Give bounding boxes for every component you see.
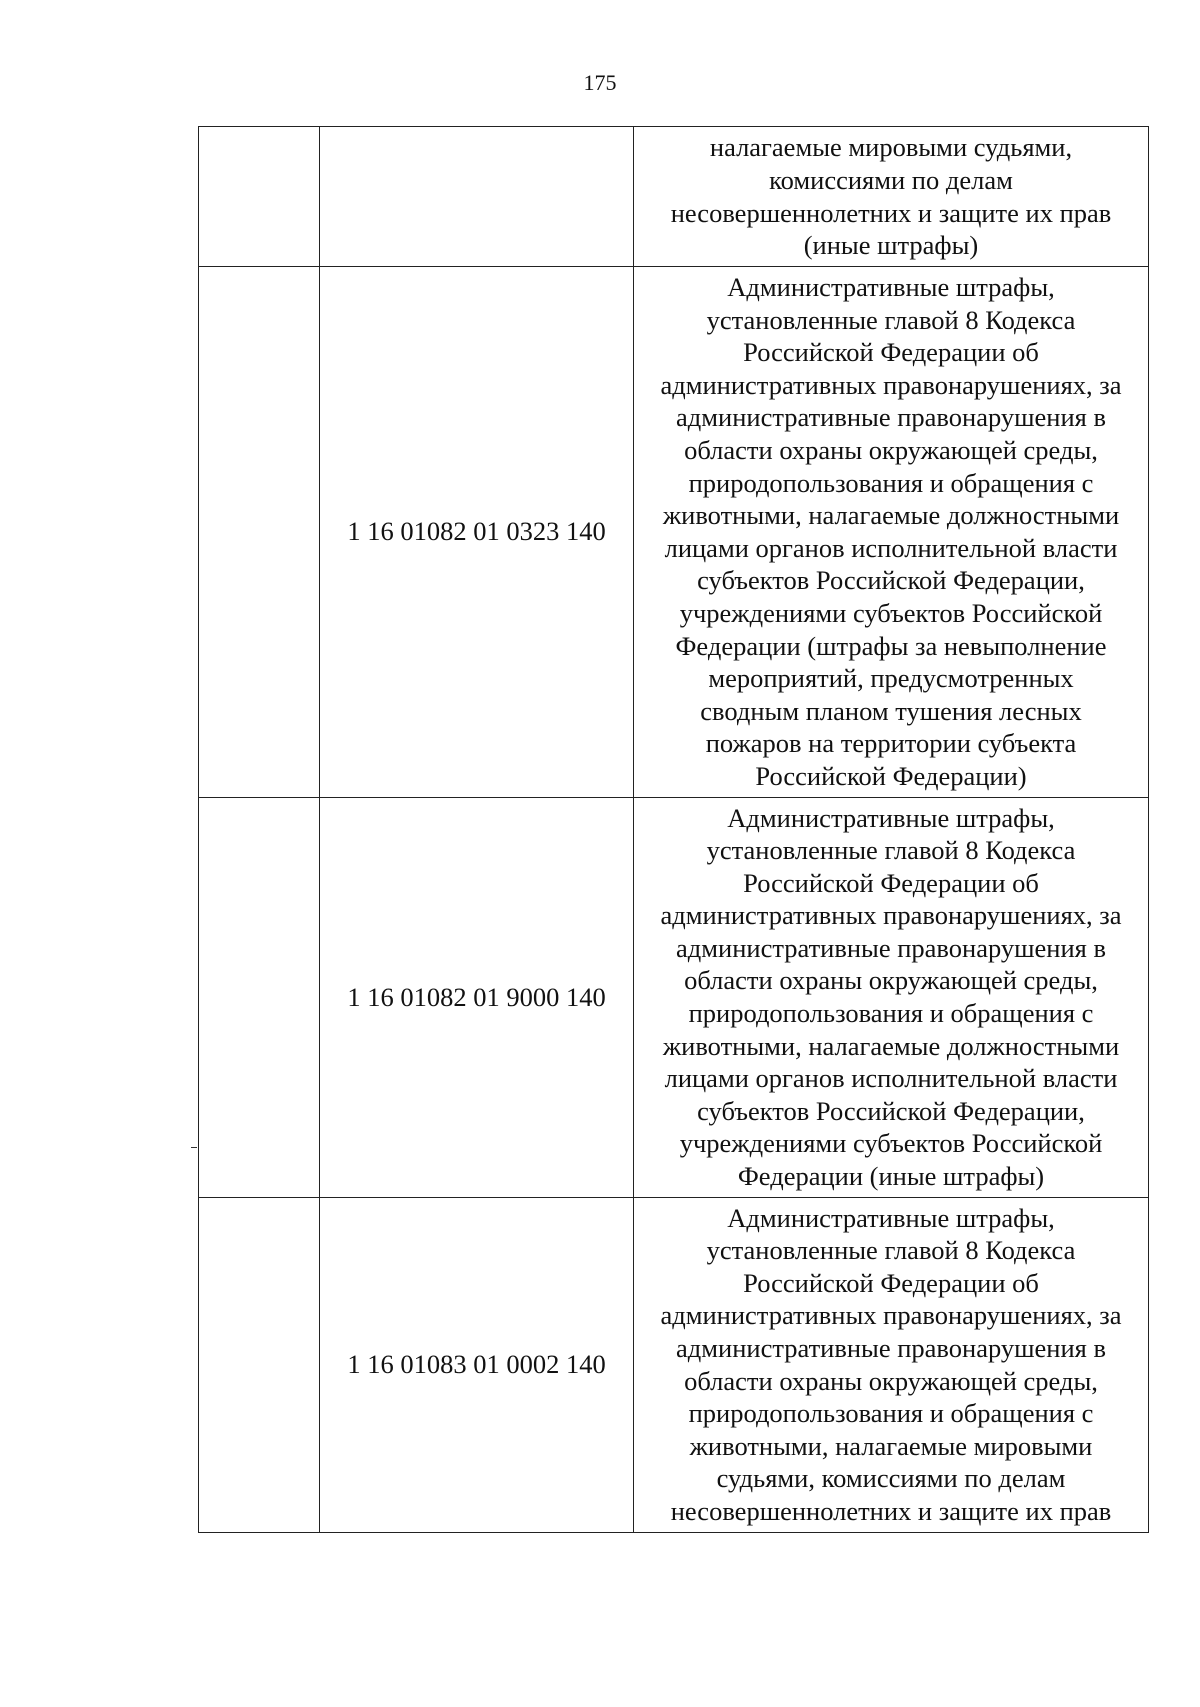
description-line: природопользования и обращения с (688, 998, 1094, 1029)
description-line: области охраны окружающей среды, (684, 965, 1098, 996)
description-line: комиссиями по делам (769, 164, 1013, 195)
budget-code-cell (320, 127, 634, 267)
description-line: административных правонарушениях, за (660, 369, 1122, 400)
description-line: животными, налагаемые должностными (662, 500, 1120, 531)
description-line: установленные главой 8 Кодекса (706, 1235, 1076, 1266)
table-row (199, 1197, 1149, 1532)
description-cell (634, 1197, 1149, 1532)
table-row (199, 267, 1149, 798)
empty-cell (199, 127, 320, 267)
margin-mark (191, 1147, 197, 1148)
description-cell (634, 267, 1149, 798)
budget-code-cell: 1 16 01082 01 9000 140 (320, 797, 634, 1197)
description-line: Административные штрафы, (727, 1202, 1055, 1233)
description-line: Федерации (штрафы за невыполнение (675, 630, 1107, 661)
description-line: административных правонарушениях, за (660, 1300, 1122, 1331)
description-cell (634, 127, 1149, 267)
description-line: установленные главой 8 Кодекса (706, 304, 1076, 335)
empty-cell (199, 267, 320, 798)
description-line: установленные главой 8 Кодекса (706, 835, 1076, 866)
description-line: пожаров на территории субъекта (705, 728, 1077, 759)
table-row (199, 797, 1149, 1197)
description-line: природопользования и обращения с (688, 467, 1094, 498)
empty-cell (199, 797, 320, 1197)
description-line: административные правонарушения в (676, 402, 1106, 433)
description-line: Административные штрафы, (727, 272, 1055, 302)
description-line: природопользования и обращения с (688, 1398, 1094, 1429)
description-line: субъектов Российской Федерации, (697, 565, 1085, 596)
description-line: налагаемые мировыми судьями, (709, 132, 1073, 163)
description-line: Административные штрафы, (727, 802, 1055, 833)
budget-code-cell: 1 16 01082 01 0323 140 (320, 267, 634, 798)
description-line: судьями, комиссиями по делам (716, 1463, 1066, 1494)
budget-classification-table (198, 126, 1149, 1533)
description-line: области охраны окружающей среды, (684, 434, 1098, 465)
description-line: несовершеннолетних и защите их прав (670, 197, 1112, 228)
description-line: субъектов Российской Федерации, (697, 1095, 1085, 1126)
description-line: учреждениями субъектов Российской (679, 597, 1103, 628)
budget-code-cell: 1 16 01083 01 0002 140 (320, 1197, 634, 1532)
description-line: несовершеннолетних и защите их прав (670, 1495, 1112, 1526)
description-line: Российской Федерации об (743, 1267, 1039, 1298)
description-line: лицами органов исполнительной власти (664, 532, 1118, 563)
description-line: Федерации (иные штрафы) (737, 1161, 1045, 1192)
description-line: Российской Федерации об (743, 337, 1039, 368)
description-line: (иные штрафы) (803, 230, 979, 261)
table-row (199, 127, 1149, 267)
description-line: учреждениями субъектов Российской (679, 1128, 1103, 1159)
description-line: Российской Федерации об (743, 867, 1039, 898)
description-line: административные правонарушения в (676, 932, 1106, 963)
description-cell (634, 797, 1149, 1197)
description-line: сводным планом тушения лесных (700, 695, 1082, 726)
description-line: лицами органов исполнительной власти (664, 1063, 1118, 1094)
description-line: Российской Федерации) (755, 760, 1027, 791)
description-line: животными, налагаемые должностными (662, 1030, 1120, 1061)
empty-cell (199, 1197, 320, 1532)
page-number: 175 (583, 70, 617, 95)
description-line: мероприятий, предусмотренных (708, 663, 1074, 694)
table-body (199, 127, 1149, 1533)
description-line: области охраны окружающей среды, (684, 1365, 1098, 1396)
description-line: административных правонарушениях, за (660, 900, 1122, 931)
description-line: животными, налагаемые мировыми (689, 1430, 1093, 1461)
description-line: административные правонарушения в (676, 1333, 1106, 1363)
